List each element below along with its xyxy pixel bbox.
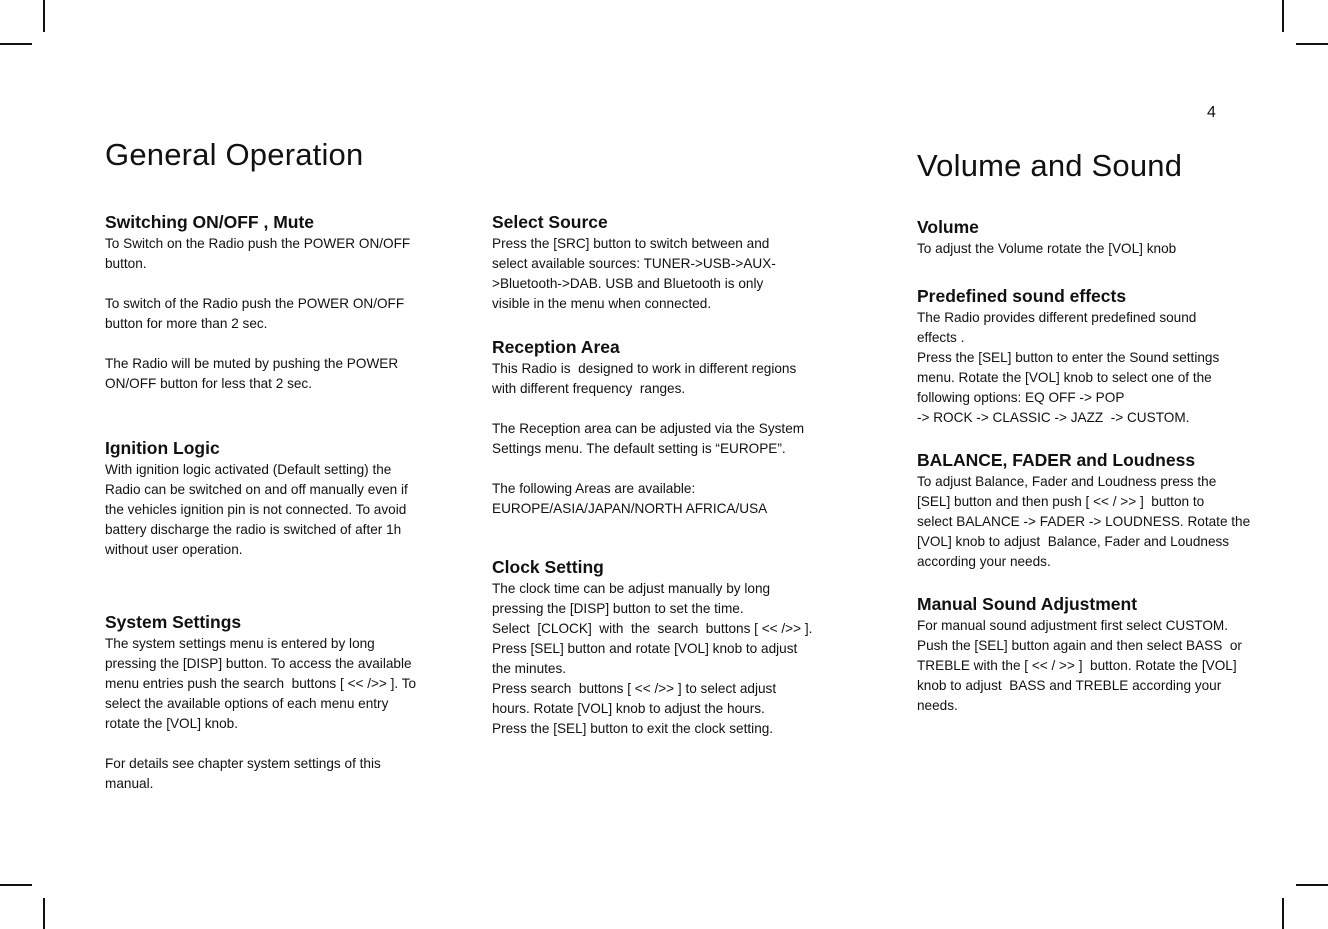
text-line: To adjust Balance, Fader and Loudness press the — [917, 474, 1217, 489]
text-line: menu. Rotate the [VOL] knob to select one of the — [917, 370, 1212, 385]
paragraph — [105, 754, 465, 794]
column-general-right — [492, 210, 862, 334]
text-line: >Bluetooth->DAB. USB and Bluetooth is only — [492, 276, 764, 291]
paragraph — [917, 239, 1279, 259]
text-line: without user operation. — [105, 542, 243, 557]
section-ignition-logic — [105, 436, 465, 560]
text-line: [SEL] button and then push [ << / >> ] button to — [917, 494, 1205, 509]
section-heading: Predefined sound effects — [917, 286, 1127, 306]
text-line: following options: EQ OFF -> POP — [917, 390, 1125, 405]
text-line: pressing the [DISP] button. To access the available — [105, 656, 412, 671]
crop-mark — [1296, 884, 1328, 886]
text-line: Press the [SRC] button to switch between and — [492, 236, 770, 251]
paragraph — [105, 234, 465, 274]
section-heading: System Settings — [105, 612, 242, 632]
paragraph — [492, 359, 862, 399]
text-line: For manual sound adjustment first select CUSTOM. — [917, 618, 1229, 633]
page-title-volume-and-sound: Volume and Sound — [917, 148, 1183, 183]
section-select-source — [492, 210, 862, 314]
text-line: EUROPE/ASIA/JAPAN/NORTH AFRICA/USA — [492, 501, 768, 516]
paragraph — [492, 419, 862, 459]
paragraph — [917, 308, 1279, 428]
section-heading: Ignition Logic — [105, 438, 220, 458]
text-line: Push the [SEL] button again and then select BASS or — [917, 638, 1242, 653]
section-heading: Manual Sound Adjustment — [917, 594, 1138, 614]
section-heading: Volume — [917, 217, 979, 237]
text-line: effects . — [917, 330, 965, 345]
text-line: The Radio provides different predefined sound — [917, 310, 1197, 325]
text-line: To adjust the Volume rotate the [VOL] knob — [917, 241, 1177, 256]
text-line: Press the [SEL] button to exit the clock setting. — [492, 721, 774, 736]
text-line: The following Areas are available: — [492, 481, 696, 496]
section-switching — [105, 210, 465, 394]
text-line: manual. — [105, 776, 154, 791]
text-line: the vehicles ignition pin is not connected. To avoid — [105, 502, 407, 517]
text-line: pressing the [DISP] button to set the time. — [492, 601, 744, 616]
section-heading: BALANCE, FADER and Loudness — [917, 450, 1196, 470]
text-line: The Reception area can be adjusted via the System — [492, 421, 805, 436]
section-system-settings — [105, 610, 465, 794]
text-line: Select [CLOCK] with the search buttons [ << />> ]. — [492, 621, 813, 636]
page-title-general-operation: General Operation — [105, 137, 364, 172]
text-line: For details see chapter system settings of this — [105, 756, 381, 771]
crop-mark — [1282, 898, 1284, 929]
text-line: [VOL] knob to adjust Balance, Fader and Loudness — [917, 534, 1230, 549]
text-line: select the available options of each menu entry — [105, 696, 389, 711]
crop-mark — [43, 0, 45, 32]
section-manual-sound-adjustment — [917, 592, 1279, 716]
paragraph — [492, 479, 862, 519]
section-predefined-sound-effects — [917, 284, 1279, 428]
text-line: with different frequency ranges. — [492, 381, 686, 396]
text-line: Press [SEL] button and rotate [VOL] knob to adjust — [492, 641, 798, 656]
text-line: Settings menu. The default setting is “EUROPE”. — [492, 441, 786, 456]
section-heading: Switching ON/OFF , Mute — [105, 212, 315, 232]
text-line: hours. Rotate [VOL] knob to adjust the hours. — [492, 701, 765, 716]
text-line: The clock time can be adjust manually by long — [492, 581, 771, 596]
text-line: To switch of the Radio push the POWER ON/OFF — [105, 296, 405, 311]
paragraph — [917, 616, 1279, 716]
text-line: TREBLE with the [ << / >> ] button. Rotate the [VOL] — [917, 658, 1237, 673]
text-line: The Radio will be muted by pushing the POWER — [105, 356, 399, 371]
crop-mark — [43, 898, 45, 929]
text-line: select BALANCE -> FADER -> LOUDNESS. Rotate the — [917, 514, 1251, 529]
crop-mark — [1282, 0, 1284, 32]
column-general-left-system — [105, 610, 465, 814]
text-line: the minutes. — [492, 661, 567, 676]
text-line: ON/OFF button for less that 2 sec. — [105, 376, 313, 391]
paragraph — [917, 472, 1279, 572]
text-line: knob to adjust BASS and TREBLE according your — [917, 678, 1222, 693]
section-heading: Clock Setting — [492, 557, 604, 577]
column-volume-sound — [917, 215, 1279, 736]
paragraph — [105, 354, 465, 394]
section-balance-fader-loudness — [917, 448, 1279, 572]
text-line: battery discharge the radio is switched of after 1h — [105, 522, 402, 537]
text-line: With ignition logic activated (Default setting) the — [105, 462, 392, 477]
paragraph — [105, 460, 465, 560]
text-line: needs. — [917, 698, 958, 713]
column-general-left — [105, 210, 465, 414]
crop-mark — [0, 43, 32, 45]
paragraph — [105, 294, 465, 334]
text-line: Radio can be switched on and off manually even if — [105, 482, 408, 497]
crop-mark — [0, 884, 32, 886]
section-heading: Select Source — [492, 212, 608, 232]
text-line: button for more than 2 sec. — [105, 316, 268, 331]
text-line: This Radio is designed to work in different regions — [492, 361, 797, 376]
text-line: To Switch on the Radio push the POWER ON/OFF — [105, 236, 411, 251]
paragraph — [492, 579, 862, 739]
text-line: select available sources: TUNER->USB->AUX- — [492, 256, 776, 271]
page-number: 4 — [1207, 104, 1216, 121]
text-line: rotate the [VOL] knob. — [105, 716, 238, 731]
section-reception-area — [492, 335, 862, 519]
text-line: -> ROCK -> CLASSIC -> JAZZ -> CUSTOM. — [917, 410, 1190, 425]
text-line: Press search buttons [ << />> ] to select adjust — [492, 681, 777, 696]
text-line: button. — [105, 256, 147, 271]
section-heading: Reception Area — [492, 337, 620, 357]
section-volume — [917, 215, 1279, 259]
paragraph — [105, 634, 465, 734]
column-general-right-clock — [492, 555, 862, 759]
text-line: according your needs. — [917, 554, 1051, 569]
text-line: menu entries push the search buttons [ << />> ]. To — [105, 676, 417, 691]
column-general-right-reception — [492, 335, 862, 539]
text-line: The system settings menu is entered by long — [105, 636, 375, 651]
column-general-left-ignition — [105, 436, 465, 580]
section-clock-setting — [492, 555, 862, 739]
text-line: Press the [SEL] button to enter the Sound settings — [917, 350, 1220, 365]
paragraph — [492, 234, 862, 314]
text-line: visible in the menu when connected. — [492, 296, 712, 311]
crop-mark — [1296, 43, 1328, 45]
